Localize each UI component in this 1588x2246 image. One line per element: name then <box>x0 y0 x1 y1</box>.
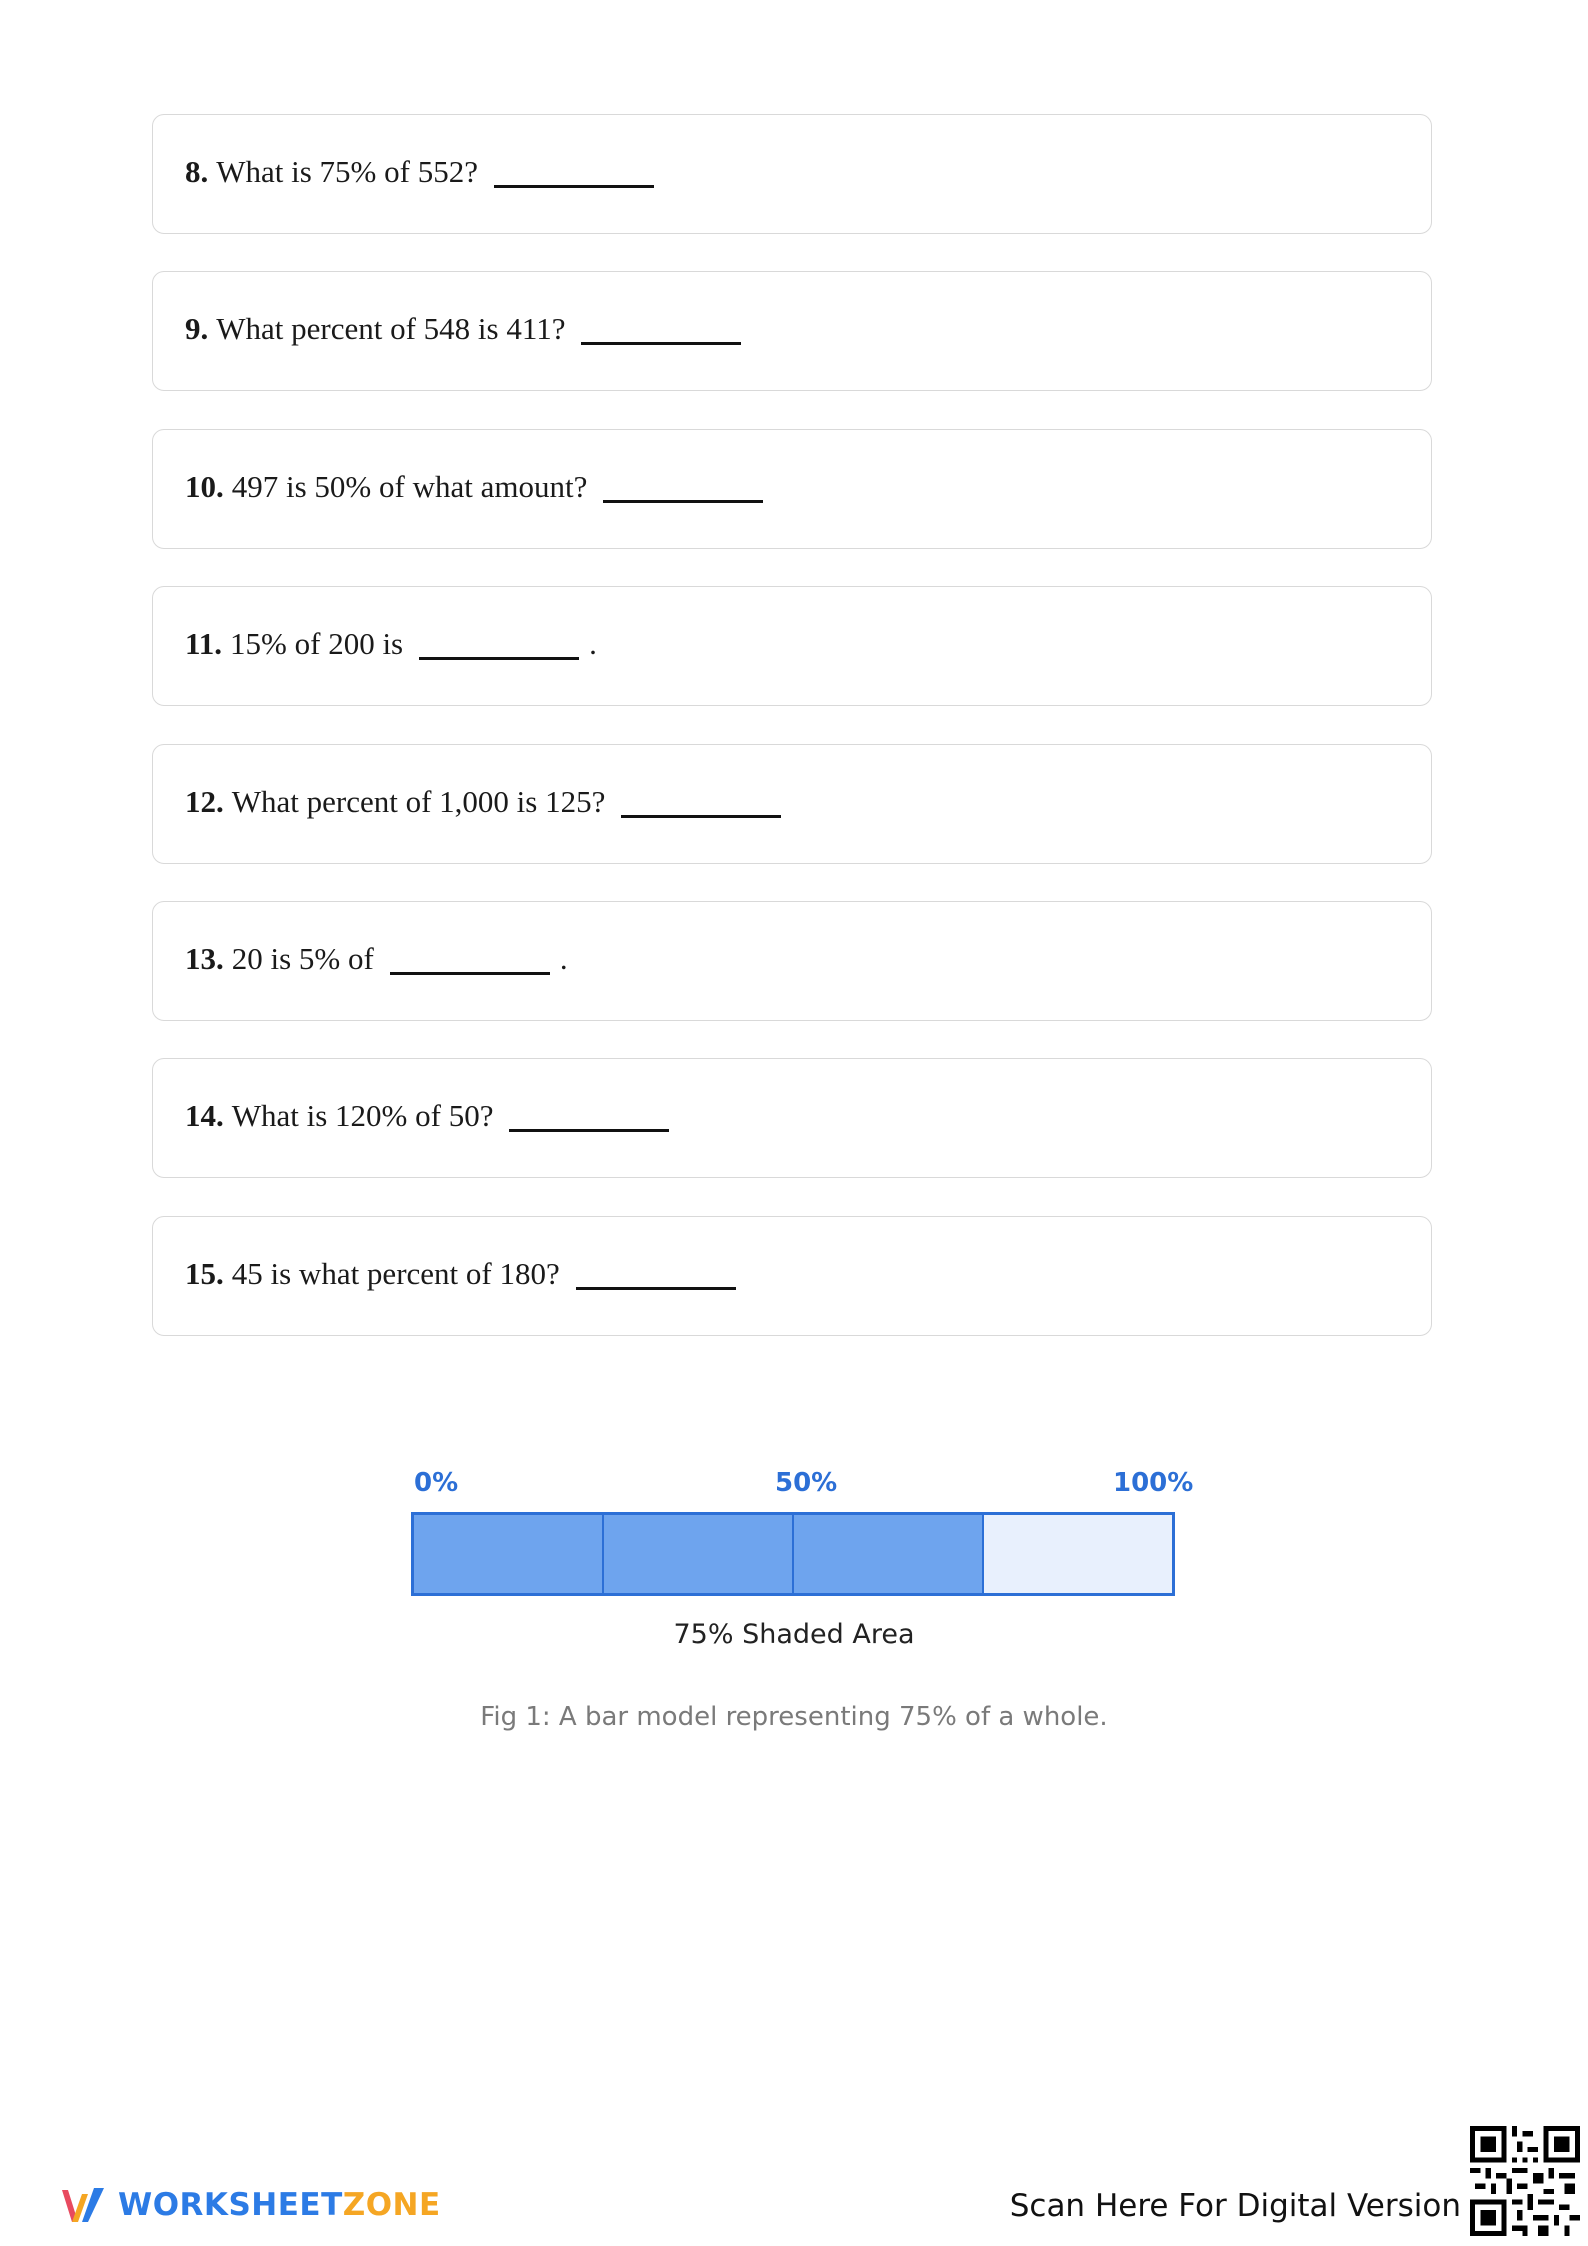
logo-w-icon <box>58 2180 108 2230</box>
question-number: 9. <box>185 311 209 346</box>
answer-blank[interactable] <box>576 1259 736 1290</box>
bar-segment-shaded <box>414 1515 604 1593</box>
question-number: 12. <box>185 784 224 819</box>
scan-instruction: Scan Here For Digital Version <box>1009 2188 1461 2224</box>
question-card <box>152 901 1432 1021</box>
question-card <box>152 429 1432 549</box>
question-prompt: 497 is 50% of what amount? <box>231 469 588 504</box>
logo-text-part2: ZONE <box>342 2187 441 2223</box>
question-text <box>185 938 568 977</box>
question-card <box>152 744 1432 864</box>
question-number: 13. <box>185 941 224 976</box>
question-text <box>185 623 597 662</box>
bar-label-middle: 50% <box>775 1468 838 1498</box>
answer-blank[interactable] <box>603 472 763 503</box>
logo-text-part1: WORKSHEET <box>118 2187 343 2223</box>
question-card <box>152 1058 1432 1178</box>
question-suffix: . <box>589 626 597 661</box>
question-text <box>185 1095 679 1134</box>
answer-blank[interactable] <box>509 1101 669 1132</box>
answer-blank[interactable] <box>581 314 741 345</box>
question-text <box>185 1253 746 1292</box>
question-prompt: What percent of 548 is 411? <box>216 311 566 346</box>
bar-caption: 75% Shaded Area <box>673 1619 915 1650</box>
bar-label-start: 0% <box>414 1468 459 1498</box>
question-suffix: . <box>559 941 568 976</box>
question-text <box>185 466 773 505</box>
answer-blank[interactable] <box>621 787 781 818</box>
question-number: 14. <box>185 1098 224 1133</box>
question-prompt: 15% of 200 is <box>230 626 404 661</box>
qr-code-icon[interactable] <box>1470 2126 1580 2236</box>
question-number: 15. <box>185 1256 224 1291</box>
question-prompt: What percent of 1,000 is 125? <box>231 784 606 819</box>
question-card <box>152 586 1432 706</box>
question-prompt: 20 is 5% of <box>231 941 374 976</box>
question-number: 11. <box>185 626 223 661</box>
bar-label-end: 100% <box>1113 1468 1194 1498</box>
question-prompt: 45 is what percent of 180? <box>231 1256 560 1291</box>
bar-segment-shaded <box>794 1515 984 1593</box>
worksheetzone-logo[interactable] <box>58 2180 441 2230</box>
question-number: 8. <box>185 154 209 189</box>
question-text <box>185 308 751 347</box>
figure-caption: Fig 1: A bar model representing 75% of a whole. <box>480 1702 1108 1732</box>
question-card <box>152 271 1432 391</box>
answer-blank[interactable] <box>494 157 654 188</box>
answer-blank[interactable] <box>419 629 579 660</box>
bar-model <box>411 1512 1175 1596</box>
question-prompt: What is 120% of 50? <box>231 1098 494 1133</box>
bar-segment-shaded <box>604 1515 794 1593</box>
bar-segment-unshaded <box>984 1515 1172 1593</box>
question-text <box>185 781 791 820</box>
logo-text <box>118 2187 441 2223</box>
question-text <box>185 151 664 190</box>
question-prompt: What is 75% of 552? <box>216 154 478 189</box>
question-card <box>152 114 1432 234</box>
answer-blank[interactable] <box>390 944 550 975</box>
question-number: 10. <box>185 469 224 504</box>
question-card <box>152 1216 1432 1336</box>
